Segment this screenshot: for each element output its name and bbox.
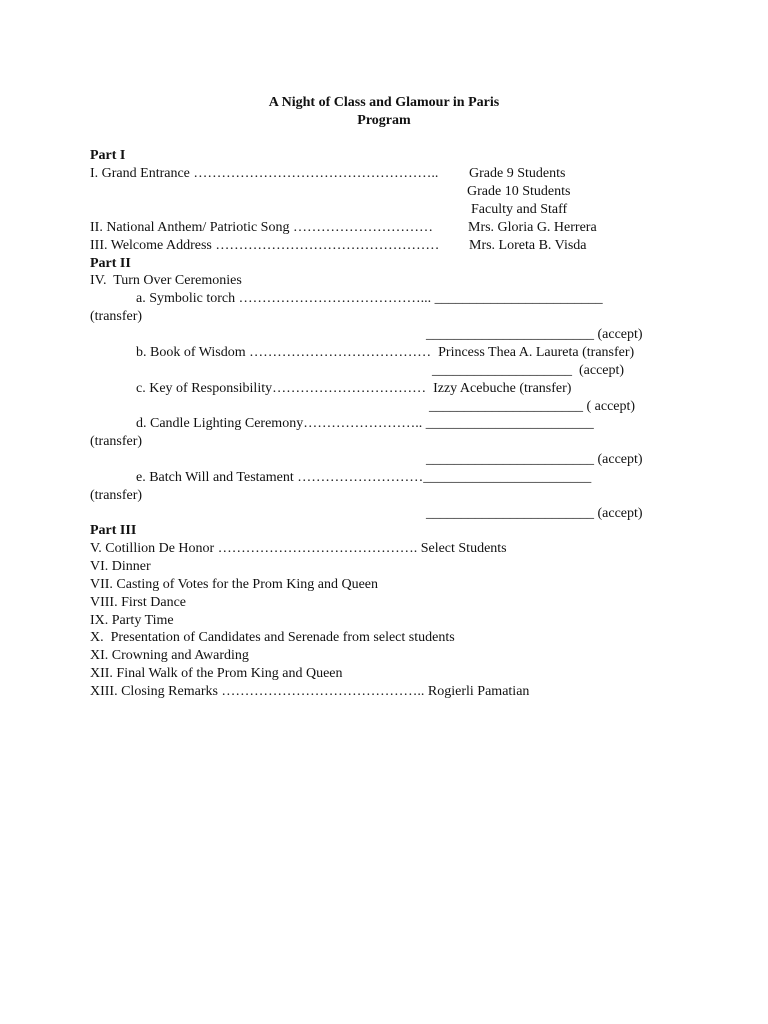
accept-line: ______________________ ( accept)	[429, 399, 636, 414]
performer: Grade 9 Students	[469, 166, 566, 181]
program-subtitle: Program	[357, 113, 411, 128]
sub-item: a. Symbolic torch …………………………………... ________________________	[136, 291, 603, 306]
sub-item: c. Key of Responsibility…………………………… Izzy Acebuche (transfer)	[136, 381, 572, 396]
performer: Grade 10 Students	[467, 184, 571, 199]
program-item: IX. Party Time	[90, 613, 174, 628]
program-item: XIII. Closing Remarks …………………………………….. Rogierli Pamatian	[90, 684, 530, 699]
accept-line: ____________________ (accept)	[432, 363, 625, 378]
sub-item: b. Book of Wisdom ………………………………… Princess Thea A. Laureta (transfer)	[136, 345, 635, 360]
program-item: VI. Dinner	[90, 559, 151, 574]
transfer-label: (transfer)	[90, 488, 143, 503]
program-item: V. Cotillion De Honor ……………………………………. Select Students	[90, 541, 507, 556]
program-item: XI. Crowning and Awarding	[90, 648, 249, 663]
transfer-label: (transfer)	[90, 434, 143, 449]
program-item: III. Welcome Address …………………………………………	[90, 238, 440, 253]
accept-line: ________________________ (accept)	[426, 327, 643, 342]
part-heading: Part III	[90, 523, 137, 538]
program-item: XII. Final Walk of the Prom King and Queen	[90, 666, 343, 681]
sub-item: d. Candle Lighting Ceremony…………………….. ________________________	[136, 416, 594, 431]
part-heading: Part II	[90, 256, 131, 271]
program-item: I. Grand Entrance ……………………………………………..	[90, 166, 439, 181]
sub-item: e. Batch Will and Testament ………………………________________________	[136, 470, 592, 485]
program-item: VII. Casting of Votes for the Prom King and Queen	[90, 577, 378, 592]
accept-line: ________________________ (accept)	[426, 506, 643, 521]
program-item: X. Presentation of Candidates and Serenade from select students	[90, 630, 455, 645]
performer: Faculty and Staff	[471, 202, 568, 217]
accept-line: ________________________ (accept)	[426, 452, 643, 467]
program-item: IV. Turn Over Ceremonies	[90, 273, 242, 288]
part-heading: Part I	[90, 148, 126, 163]
program-item: VIII. First Dance	[90, 595, 187, 610]
performer: Mrs. Gloria G. Herrera	[468, 220, 597, 235]
program-item: II. National Anthem/ Patriotic Song …………………………	[90, 220, 433, 235]
performer: Mrs. Loreta B. Visda	[469, 238, 587, 253]
program-title: A Night of Class and Glamour in Paris	[268, 95, 500, 110]
transfer-label: (transfer)	[90, 309, 143, 324]
